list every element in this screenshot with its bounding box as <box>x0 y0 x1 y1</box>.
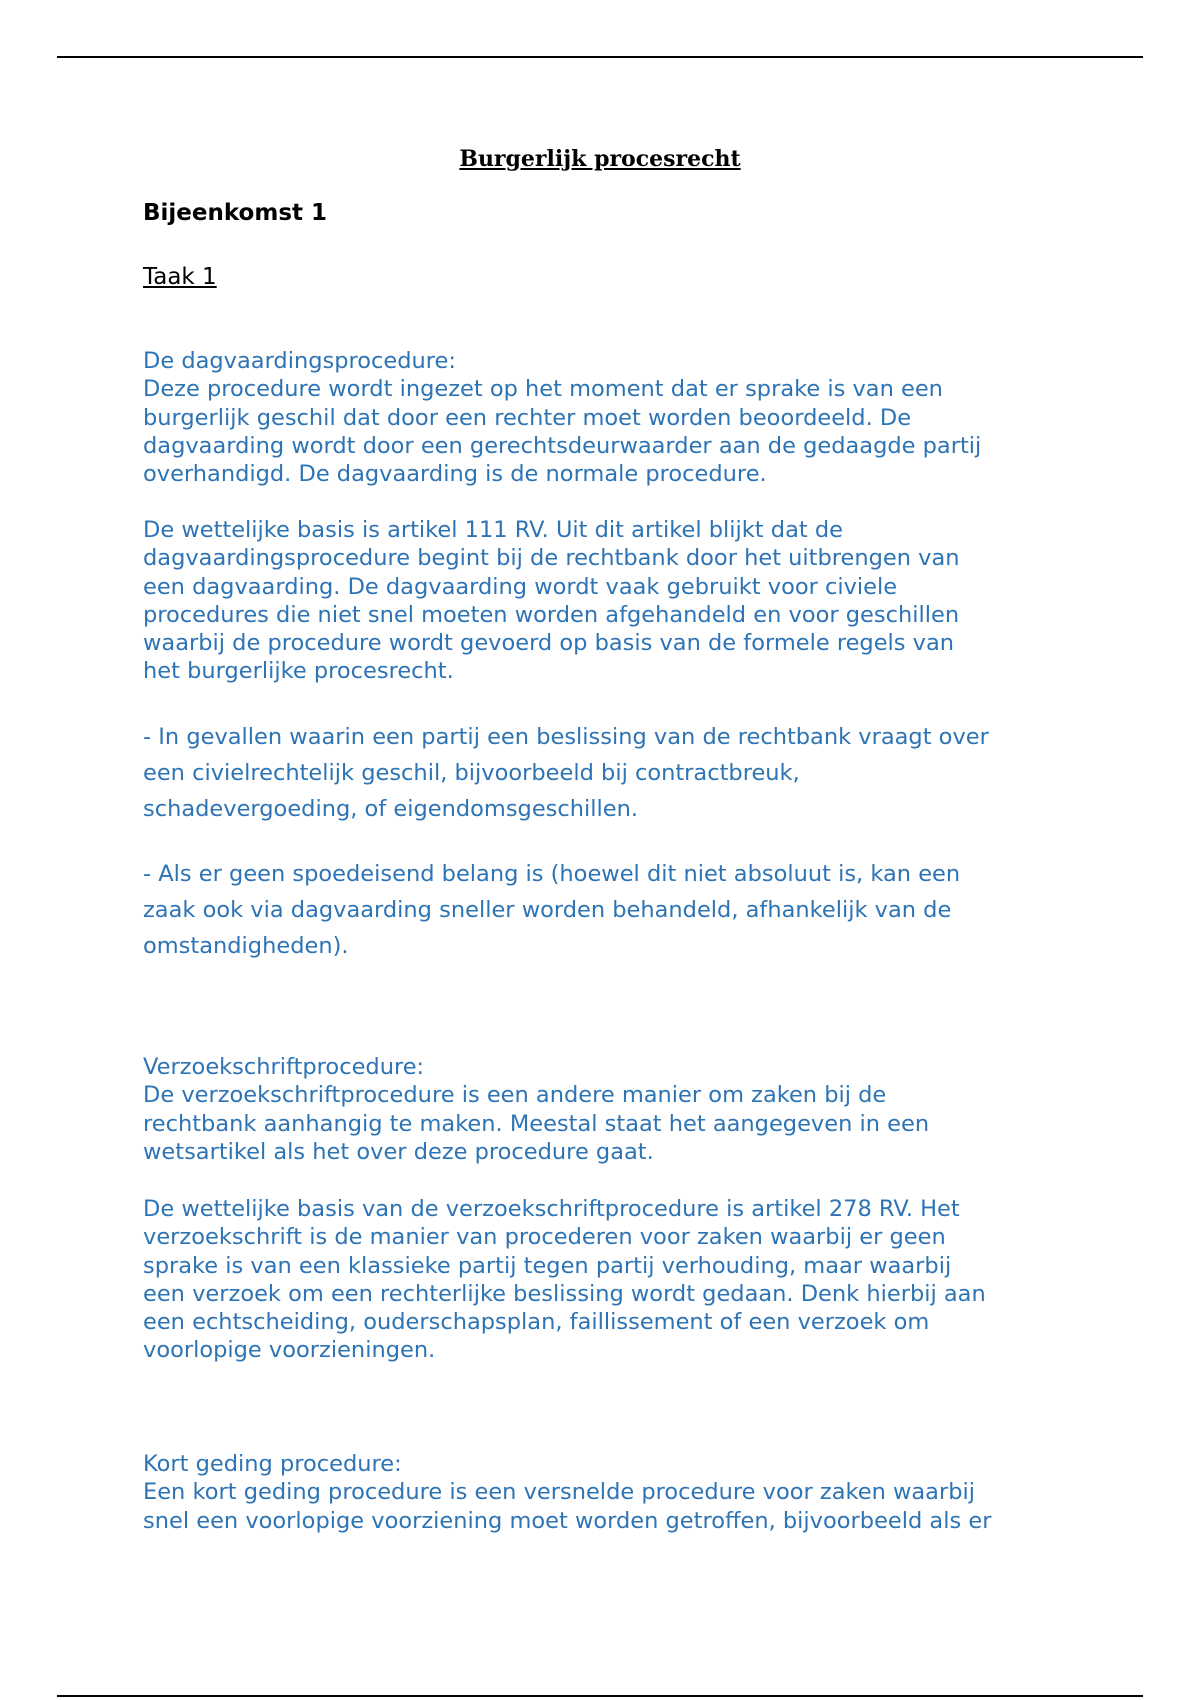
text-line: Kort geding procedure: <box>143 1451 402 1477</box>
document-title: Burgerlijk procesrecht <box>459 146 741 172</box>
footer-rule <box>57 1695 1143 1697</box>
text-line: - Als er geen spoedeisend belang is (hoewel dit niet absoluut is, kan een <box>143 861 961 887</box>
text-line: Verzoekschriftprocedure: <box>143 1054 425 1080</box>
text-line: verzoekschrift is de manier van procederen voor zaken waarbij er geen <box>143 1224 946 1251</box>
text-line: voorlopige voorzieningen. <box>143 1337 436 1364</box>
text-line: dagvaarding wordt door een gerechtsdeurwaarder aan de gedaagde partij <box>143 432 982 459</box>
text-line: overhandigd. De dagvaarding is de normale procedure. <box>143 461 767 488</box>
text-line: wetsartikel als het over deze procedure gaat. <box>143 1138 654 1165</box>
text-line: een dagvaarding. De dagvaarding wordt vaak gebruikt voor civiele <box>143 573 898 600</box>
text-line: omstandigheden). <box>143 933 349 959</box>
text-line: sprake is van een klassieke partij tegen partij verhouding, maar waarbij <box>143 1252 952 1279</box>
text-line: snel een voorlopige voorziening moet worden getroffen, bijvoorbeeld als er <box>143 1507 992 1534</box>
text-line: schadevergoeding, of eigendomsgeschillen. <box>143 796 639 822</box>
text-line: dagvaardingsprocedure begint bij de rechtbank door het uitbrengen van <box>143 545 960 572</box>
text-line: - In gevallen waarin een partij een beslissing van de rechtbank vraagt over <box>143 724 989 750</box>
bullet-no-urgency <box>143 856 960 964</box>
paragraph-kort-geding <box>143 1450 991 1535</box>
text-line: waarbij de procedure wordt gevoerd op basis van de formele regels van <box>143 630 955 657</box>
header-rule <box>57 56 1143 58</box>
text-line: Deze procedure wordt ingezet op het moment dat er sprake is van een <box>143 376 943 403</box>
text-line: De dagvaardingsprocedure: <box>143 348 456 374</box>
text-line: De wettelijke basis is artikel 111 RV. Uit dit artikel blijkt dat de <box>143 517 843 543</box>
task-subheading: Taak 1 <box>143 264 217 290</box>
text-line: De verzoekschriftprocedure is een andere manier om zaken bij de <box>143 1082 887 1109</box>
text-line: procedures die niet snel moeten worden afgehandeld en voor geschillen <box>143 601 960 628</box>
paragraph-dagvaarding-intro <box>143 347 981 488</box>
text-line: burgerlijk geschil dat door een rechter moet worden beoordeeld. De <box>143 404 912 431</box>
paragraph-verzoekschrift-intro <box>143 1053 929 1166</box>
paragraph-dagvaarding-basis <box>143 516 960 686</box>
text-line: een civielrechtelijk geschil, bijvoorbeeld bij contractbreuk, <box>143 760 800 786</box>
text-line: rechtbank aanhangig te maken. Meestal staat het aangegeven in een <box>143 1110 930 1137</box>
text-line: een verzoek om een rechterlijke beslissing wordt gedaan. Denk hierbij aan <box>143 1280 986 1307</box>
text-line: De wettelijke basis van de verzoekschriftprocedure is artikel 278 RV. Het <box>143 1196 960 1222</box>
text-line: zaak ook via dagvaarding sneller worden behandeld, afhankelijk van de <box>143 897 952 923</box>
text-line: het burgerlijke procesrecht. <box>143 658 454 685</box>
bullet-civil-cases <box>143 719 989 827</box>
text-line: Een kort geding procedure is een versnelde procedure voor zaken waarbij <box>143 1479 975 1506</box>
paragraph-verzoekschrift-basis <box>143 1195 986 1365</box>
text-line: een echtscheiding, ouderschapsplan, faillissement of een verzoek om <box>143 1309 930 1336</box>
meeting-heading: Bijeenkomst 1 <box>143 200 328 226</box>
